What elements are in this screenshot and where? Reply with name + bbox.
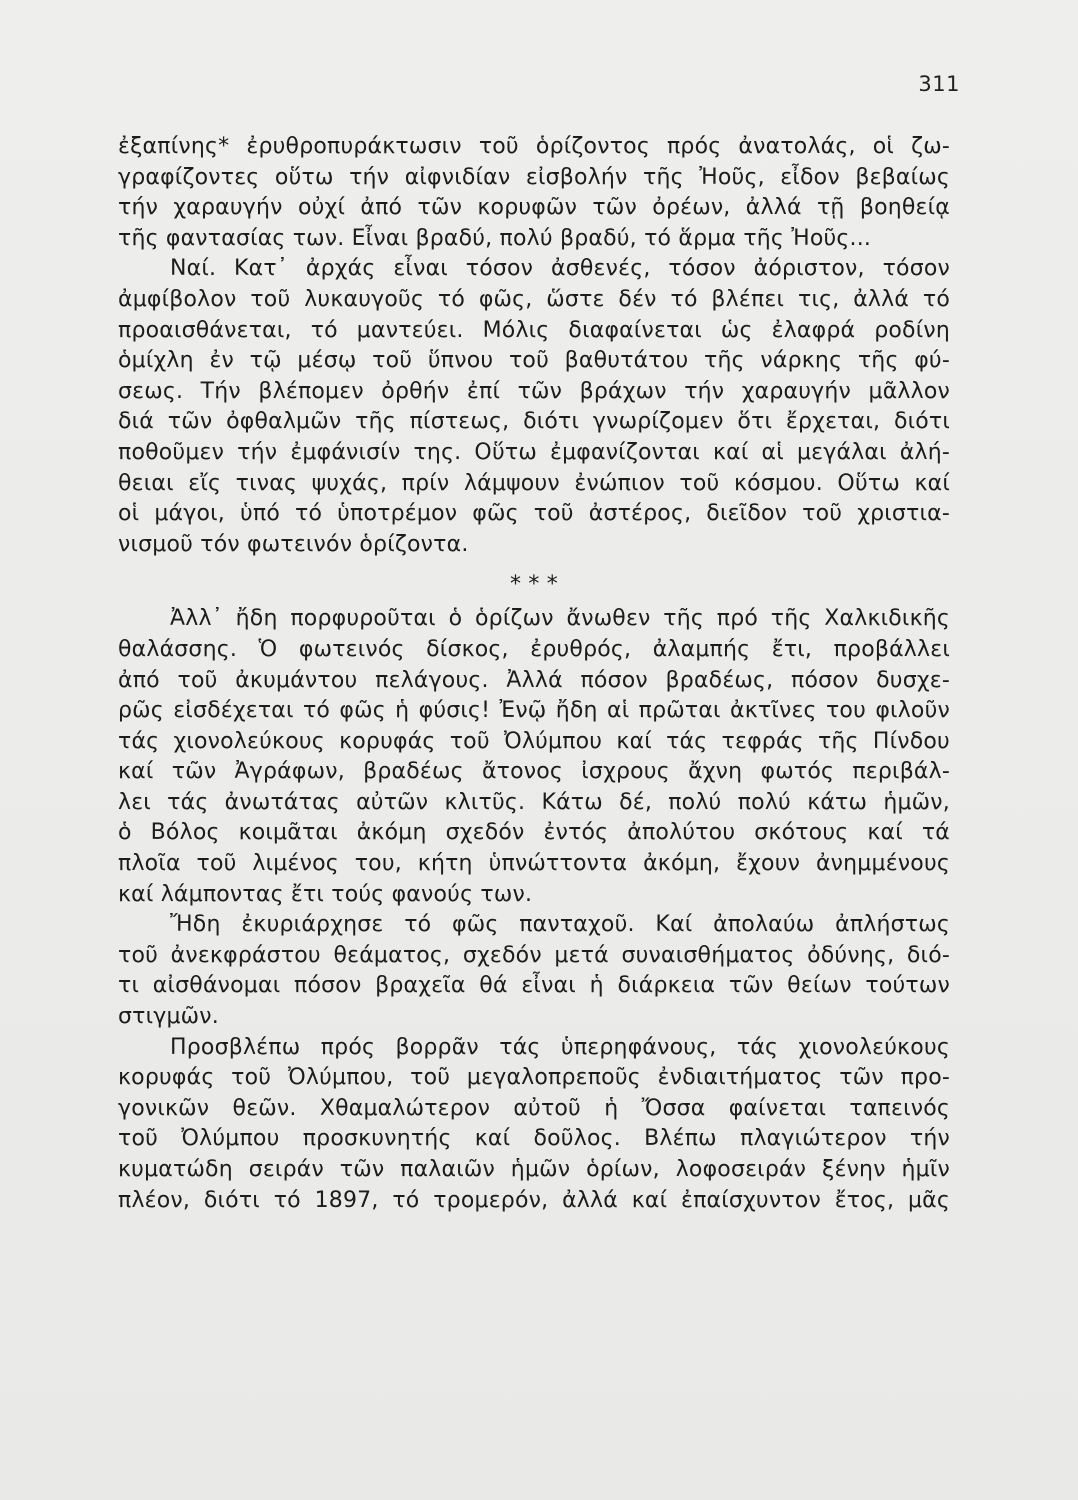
text-line: γραφίζοντες οὕτω τήν αἰφνιδίαν εἰσβολήν τῆς Ἠοῦς, εἶδον βεβαίως bbox=[118, 164, 950, 190]
text-line: τήν χαραυγήν οὐχί ἀπό τῶν κορυφῶν τῶν ὀρέων, ἀλλά τῇ βοηθείᾳ bbox=[118, 195, 950, 221]
text-line: τῆς φαντασίας των. Εἶναι βραδύ, πολύ βραδύ, τό ἅρμα τῆς Ἠοῦς... bbox=[118, 225, 872, 251]
text-line: ἀμφίβολον τοῦ λυκαυγοῦς τό φῶς, ὥστε δέν τό βλέπει τις, ἀλλά τό bbox=[118, 286, 950, 312]
text-line: Ἀλλ᾽ ἤδη πορφυροῦται ὁ ὁρίζων ἄνωθεν τῆς πρό τῆς Χαλκιδικῆς bbox=[170, 606, 950, 632]
text-line: καί λάμποντας ἔτι τούς φανούς των. bbox=[118, 881, 533, 907]
text-line: νισμοῦ τόν φωτεινόν ὁρίζοντα. bbox=[118, 531, 469, 557]
text-line: σεως. Τήν βλέπομεν ὀρθήν ἐπί τῶν βράχων τήν χαραυγήν μᾶλλον bbox=[118, 378, 950, 404]
text-line: Ἤδη ἐκυριάρχησε τό φῶς πανταχοῦ. Καί ἀπολαύω ἀπλήστως bbox=[170, 912, 950, 938]
text-line: ὁ Βόλος κοιμᾶται ἀκόμη σχεδόν ἐντός ἀπολύτου σκότους καί τά bbox=[118, 820, 950, 846]
page-number: 311 bbox=[918, 72, 960, 96]
text-line: γονικῶν θεῶν. Χθαμαλώτερον αὐτοῦ ἡ Ὄσσα φαίνεται ταπεινός bbox=[118, 1095, 950, 1121]
text-line: ὁμίχλη ἐν τῷ μέσῳ τοῦ ὕπνου τοῦ βαθυτάτου τῆς νάρκης τῆς φύ- bbox=[118, 348, 950, 374]
text-line: Ναί. Κατ᾽ ἀρχάς εἶναι τόσον ἀσθενές, τόσον ἀόριστον, τόσον bbox=[170, 256, 950, 282]
text-line: Προσβλέπω πρός βορρᾶν τάς ὑπερηφάνους, τάς χιονολεύκους bbox=[170, 1034, 950, 1060]
text-line: πλέον, διότι τό 1897, τό τρομερόν, ἀλλά καί ἐπαίσχυντον ἔτος, μᾶς bbox=[118, 1187, 950, 1213]
text-line: τι αἰσθάνομαι πόσον βραχεῖα θά εἶναι ἡ διάρκεια τῶν θείων τούτων bbox=[118, 973, 950, 999]
text-line: τάς χιονολεύκους κορυφάς τοῦ Ὀλύμπου καί τάς τεφράς τῆς Πίνδου bbox=[118, 728, 950, 754]
text-line: διά τῶν ὀφθαλμῶν τῆς πίστεως, διότι γνωρίζομεν ὅτι ἔρχεται, διότι bbox=[118, 409, 950, 435]
section-separator: * * * bbox=[510, 572, 558, 598]
body-text bbox=[118, 132, 950, 1216]
text-line: πλοῖα τοῦ λιμένος του, κήτη ὑπνώττοντα ἀκόμη, ἔχουν ἀνημμένους bbox=[118, 851, 950, 877]
text-line: λει τάς ἀνωτάτας αὐτῶν κλιτῦς. Κάτω δέ, πολύ πολύ κάτω ἡμῶν, bbox=[118, 789, 950, 815]
text-line: ρῶς εἰσδέχεται τό φῶς ἡ φύσις! Ἐνῷ ἤδη αἱ πρῶται ἀκτῖνες του φιλοῦν bbox=[118, 698, 950, 724]
text-line: στιγμῶν. bbox=[118, 1004, 219, 1030]
text-line: ἐξαπίνης* ἐρυθροπυράκτωσιν τοῦ ὁρίζοντος πρός ἀνατολάς, οἱ ζω- bbox=[118, 134, 950, 159]
text-line: προαισθάνεται, τό μαντεύει. Μόλις διαφαίνεται ὡς ἐλαφρά ροδίνη bbox=[118, 317, 950, 343]
text-line: τοῦ Ὀλύμπου προσκυνητής καί δοῦλος. Βλέπω πλαγιώτερον τήν bbox=[118, 1126, 950, 1152]
text-line: θειαι εἴς τινας ψυχάς, πρίν λάμψουν ἐνώπιον τοῦ κόσμου. Οὕτω καί bbox=[118, 470, 950, 496]
text-line: ἀπό τοῦ ἀκυμάντου πελάγους. Ἀλλά πόσον βραδέως, πόσον δυσχε- bbox=[118, 667, 950, 693]
text-line: οἱ μάγοι, ὑπό τό ὑποτρέμον φῶς τοῦ ἀστέρος, διεῖδον τοῦ χριστια- bbox=[118, 501, 950, 527]
text-line: θαλάσσης. Ὁ φωτεινός δίσκος, ἐρυθρός, ἀλαμπής ἔτι, προβάλλει bbox=[118, 636, 950, 662]
text-line: κορυφάς τοῦ Ὀλύμπου, τοῦ μεγαλοπρεποῦς ἐνδιαιτήματος τῶν προ- bbox=[118, 1065, 950, 1091]
text-line: ποθοῦμεν τήν ἐμφάνισίν της. Οὕτω ἐμφανίζονται καί αἱ μεγάλαι ἀλή- bbox=[118, 439, 950, 465]
text-line: τοῦ ἀνεκφράστου θεάματος, σχεδόν μετά συναισθήματος ὀδύνης, διό- bbox=[118, 942, 950, 968]
text-line: καί τῶν Ἀγράφων, βραδέως ἄτονος ἰσχρους ἄχνη φωτός περιβάλ- bbox=[118, 759, 950, 785]
text-line: κυματώδη σειράν τῶν παλαιῶν ἡμῶν ὁρίων, λοφοσειράν ξένην ἡμῖν bbox=[118, 1157, 950, 1182]
